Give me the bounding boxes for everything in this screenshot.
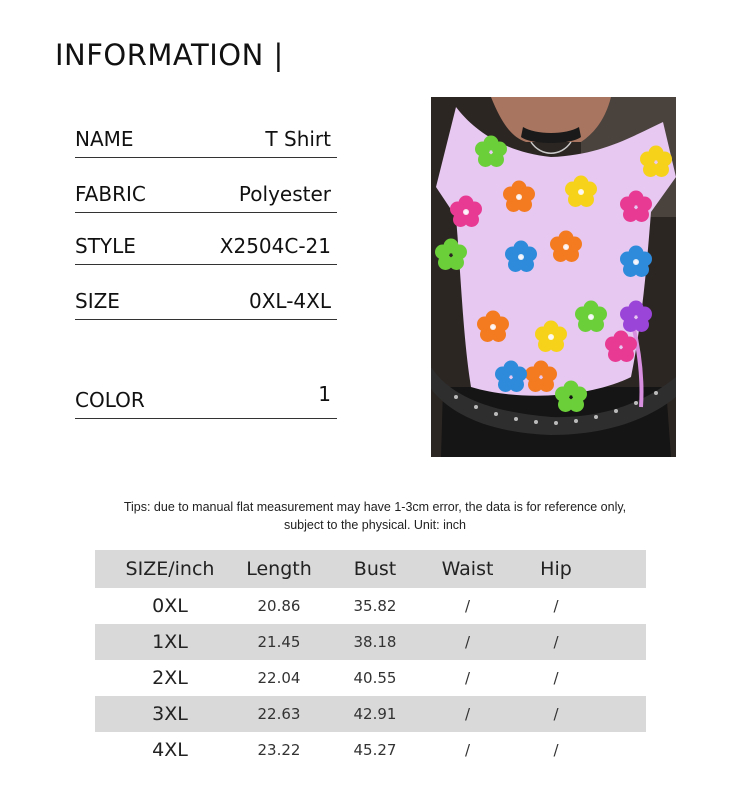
table-row [95, 588, 646, 624]
info-row-style [75, 234, 337, 265]
tips-line-1: Tips: due to manual flat measurement may have 1-3cm error, the data is for reference only, [123, 500, 627, 514]
waist-cell: / [464, 741, 471, 759]
header-hip: Hip [540, 558, 572, 580]
hip-cell: / [553, 741, 559, 759]
size-chart-header-row [95, 550, 646, 588]
style-label: STYLE [75, 234, 136, 258]
length-cell: 21.45 [257, 633, 301, 651]
table-row [95, 624, 646, 660]
table-row [95, 696, 646, 732]
measurement-tips [90, 498, 660, 534]
product-photo [431, 97, 676, 457]
hip-cell: / [553, 633, 559, 651]
bust-cell: 42.91 [353, 705, 397, 723]
waist-cell: / [464, 669, 471, 687]
style-value: X2504C-21 [219, 234, 331, 258]
size-chart-table [95, 550, 646, 768]
length-cell: 20.86 [257, 597, 301, 615]
waist-cell: / [464, 597, 471, 615]
length-cell: 22.04 [257, 669, 301, 687]
bust-cell: 38.18 [353, 633, 397, 651]
table-row [95, 732, 646, 768]
header-waist: Waist [441, 558, 494, 580]
bust-cell: 40.55 [353, 669, 397, 687]
size-cell: 1XL [152, 631, 188, 653]
size-cell: 0XL [152, 595, 188, 617]
waist-cell: / [464, 633, 471, 651]
info-row-fabric [75, 182, 337, 213]
header-size: SIZE/inch [125, 558, 215, 580]
size-cell: 4XL [152, 739, 188, 761]
color-value: 1 [318, 382, 331, 406]
hip-cell: / [553, 705, 559, 723]
size-value: 0XL-4XL [248, 289, 331, 313]
color-label: COLOR [75, 388, 145, 412]
product-photo-illustration [431, 97, 676, 457]
info-row-color [75, 382, 337, 419]
bust-cell: 45.27 [353, 741, 397, 759]
waist-cell: / [464, 705, 471, 723]
length-cell: 22.63 [257, 705, 301, 723]
fabric-label: FABRIC [75, 182, 146, 206]
hip-cell: / [553, 669, 559, 687]
bust-cell: 35.82 [353, 597, 397, 615]
page-title: INFORMATION | [55, 38, 284, 72]
table-row [95, 660, 646, 696]
info-row-name [75, 127, 337, 158]
size-cell: 3XL [152, 703, 188, 725]
header-length: Length [246, 558, 312, 580]
size-cell: 2XL [152, 667, 188, 689]
size-label: SIZE [75, 289, 120, 313]
tips-line-2: subject to the physical. Unit: inch [283, 518, 467, 532]
name-value: T Shirt [265, 127, 331, 151]
fabric-value: Polyester [238, 182, 331, 206]
info-row-size [75, 289, 337, 320]
header-bust: Bust [353, 558, 397, 580]
length-cell: 23.22 [257, 741, 301, 759]
name-label: NAME [75, 127, 134, 151]
hip-cell: / [553, 597, 559, 615]
